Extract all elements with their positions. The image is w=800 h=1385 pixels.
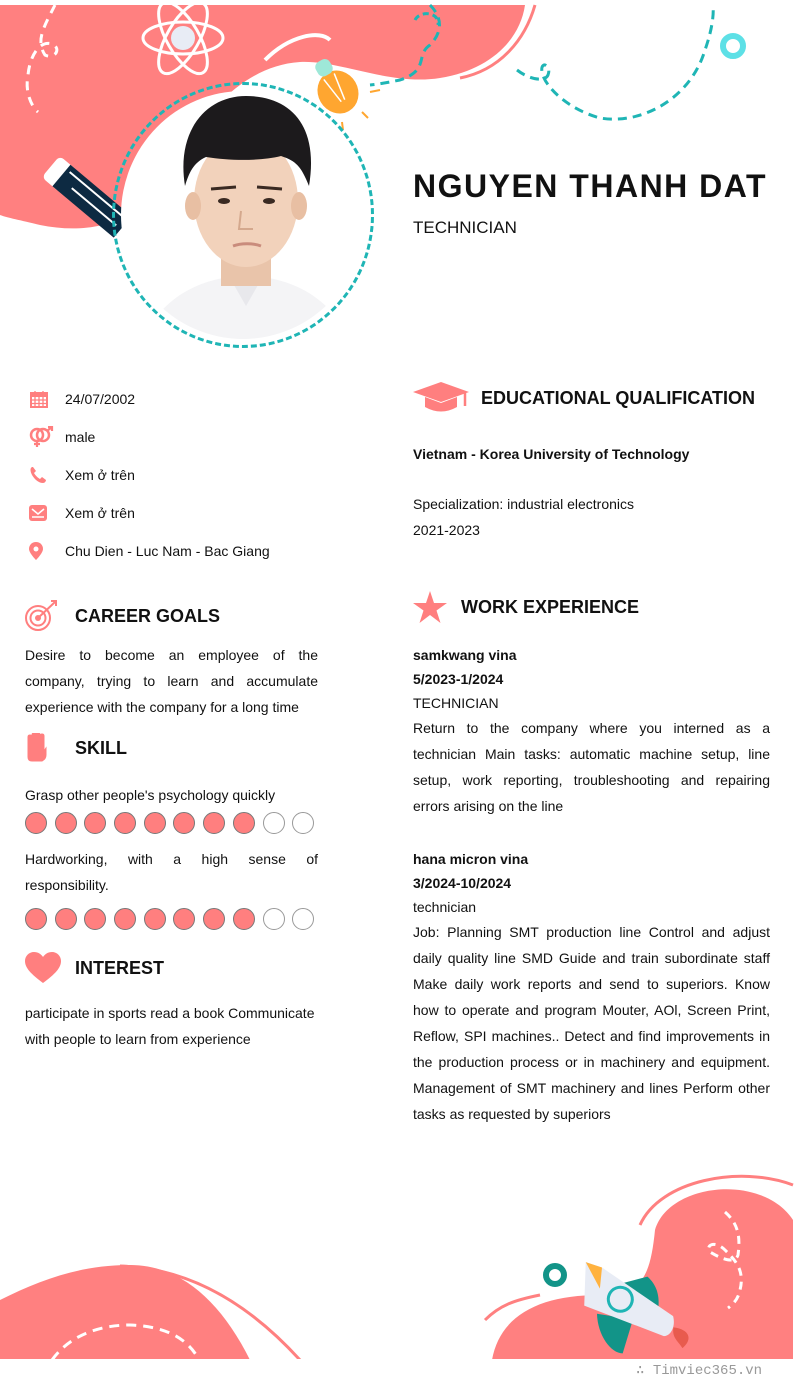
birthday-value: 24/07/2002 <box>65 391 136 407</box>
education-years: 2021-2023 <box>413 522 480 538</box>
contact-birthday <box>25 380 318 418</box>
job-description: Return to the company where you interned as a technician Main tasks: automatic machine setup, line setup, work reporting, troubleshooting and repairing errors arising on the line <box>413 720 770 814</box>
rating-dot-filled <box>203 812 225 834</box>
job-period: 5/2023-1/2024 <box>413 671 504 687</box>
interest-title: INTEREST <box>75 957 165 978</box>
career-goals-title: CAREER GOALS <box>75 605 221 626</box>
candidate-title: TECHNICIAN <box>413 218 517 237</box>
job-position: technician <box>413 899 477 915</box>
rating-dot-empty <box>292 908 314 930</box>
rating-dot-filled <box>84 908 106 930</box>
job-company: samkwang vina <box>413 647 517 663</box>
left-column <box>25 380 318 1052</box>
rating-dot-empty <box>292 812 314 834</box>
rating-dot-filled <box>233 908 255 930</box>
phone-icon <box>29 465 59 485</box>
job-position: TECHNICIAN <box>413 695 499 711</box>
skill-name: Hardworking, with a high sense of responsibility. <box>25 851 318 893</box>
location-pin-icon <box>29 541 59 561</box>
rating-dot-filled <box>84 812 106 834</box>
skill-heading <box>25 728 318 768</box>
contact-email <box>25 494 318 532</box>
specialization: Specialization: industrial electronics <box>413 496 634 512</box>
rating-dot-filled <box>25 908 47 930</box>
interest-text: participate in sports read a book Communicate with people to learn from experience <box>25 1005 315 1047</box>
skill-rating-1 <box>25 812 318 834</box>
rating-dot-filled <box>173 812 195 834</box>
skill-title: SKILL <box>75 737 127 758</box>
gender-value: male <box>65 429 96 445</box>
star-icon <box>413 591 461 623</box>
job-entry <box>413 847 770 1127</box>
address-value: Chu Dien - Luc Nam - Bac Giang <box>65 543 270 559</box>
career-goals-heading <box>25 596 318 636</box>
interest-heading <box>25 948 318 988</box>
rating-dot-filled <box>55 812 77 834</box>
hand-icon <box>25 733 75 763</box>
rating-dot-filled <box>203 908 225 930</box>
rating-dot-filled <box>173 908 195 930</box>
footer-decoration <box>0 1140 800 1360</box>
rating-dot-filled <box>233 812 255 834</box>
mail-icon <box>29 503 59 523</box>
rating-dot-filled <box>114 812 136 834</box>
job-entry <box>413 643 770 819</box>
candidate-name: NGUYEN THANH DAT <box>413 168 768 204</box>
target-icon <box>25 599 75 633</box>
calendar-icon <box>29 389 59 409</box>
email-value: Xem ở trên <box>65 505 135 521</box>
contact-address <box>25 532 318 570</box>
heart-icon <box>25 952 75 984</box>
avatar-frame <box>112 82 374 348</box>
phone-value: Xem ở trên <box>65 467 135 483</box>
rating-dot-filled <box>114 908 136 930</box>
skill-rating-2 <box>25 908 318 930</box>
right-column <box>413 380 770 1127</box>
avatar <box>121 91 365 339</box>
work-heading <box>413 589 770 625</box>
education-heading <box>413 380 770 416</box>
rating-dot-filled <box>144 908 166 930</box>
contact-phone <box>25 456 318 494</box>
job-company: hana micron vina <box>413 851 529 867</box>
job-period: 3/2024-10/2024 <box>413 875 512 891</box>
rating-dot-empty <box>263 908 285 930</box>
watermark: ∴ Timviec365.vn <box>636 1363 763 1379</box>
education-title: EDUCATIONAL QUALIFICATION <box>481 387 755 408</box>
graduation-cap-icon <box>413 382 481 414</box>
school-name: Vietnam - Korea University of Technology <box>413 446 690 462</box>
rating-dot-empty <box>263 812 285 834</box>
rating-dot-filled <box>144 812 166 834</box>
rating-dot-filled <box>55 908 77 930</box>
gender-icon <box>29 427 59 447</box>
career-goals-text: Desire to become an employee of the company, trying to learn and accumulate experience with the company for a long time <box>25 647 318 715</box>
rating-dot-filled <box>25 812 47 834</box>
contact-gender <box>25 418 318 456</box>
work-title: WORK EXPERIENCE <box>461 596 640 617</box>
skill-name: Grasp other people's psychology quickly <box>25 787 276 803</box>
job-description: Job: Planning SMT production line Control and adjust daily quality line SMD Guide and train subordinate staff Make daily work reports and send to superiors. Know how to operate and program Mouter, AOl, Screen Print, Reflow, SPI machines.. Detect and find improvements in the production process or in machinery and equipment. Management of SMT machinery and lines Perform other tasks as requested by superiors <box>413 924 770 1122</box>
